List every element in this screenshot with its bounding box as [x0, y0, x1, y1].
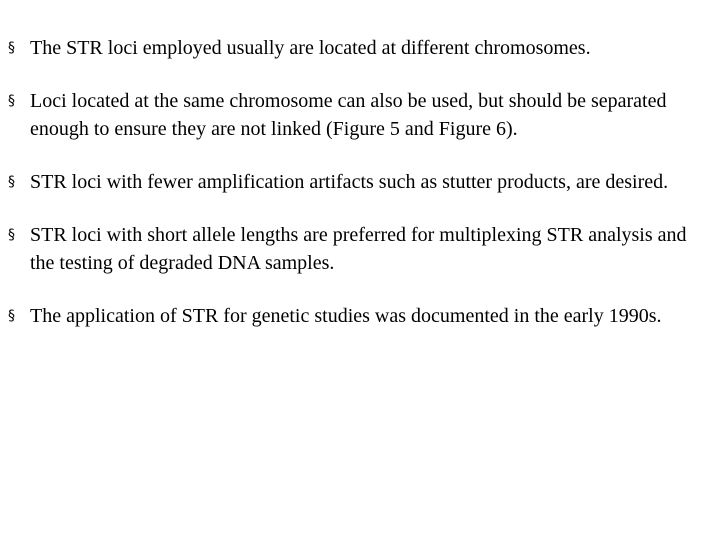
bullet-item [8, 87, 708, 143]
bullet-item [8, 302, 708, 330]
bullet-list [8, 34, 708, 357]
bullet-item [8, 221, 708, 277]
bullet-marker-icon: § [8, 93, 15, 109]
bullet-item [8, 34, 708, 62]
bullet-marker-icon: § [8, 308, 15, 324]
bullet-text: Loci located at the same chromosome can also be used, but should be separated enough to ensure they are not linked (Figure 5 and Figure 6). [30, 90, 667, 140]
bullet-text: The STR loci employed usually are located at different chromosomes. [30, 37, 591, 59]
bullet-text: STR loci with fewer amplification artifacts such as stutter products, are desired. [30, 171, 669, 193]
bullet-marker-icon: § [8, 40, 15, 56]
bullet-marker-icon: § [8, 174, 15, 190]
bullet-item [8, 168, 708, 196]
bullet-text: The application of STR for genetic studies was documented in the early 1990s. [30, 305, 662, 327]
bullet-text: STR loci with short allele lengths are preferred for multiplexing STR analysis and the testing of degraded DNA samples. [30, 224, 687, 274]
bullet-marker-icon: § [8, 227, 15, 243]
